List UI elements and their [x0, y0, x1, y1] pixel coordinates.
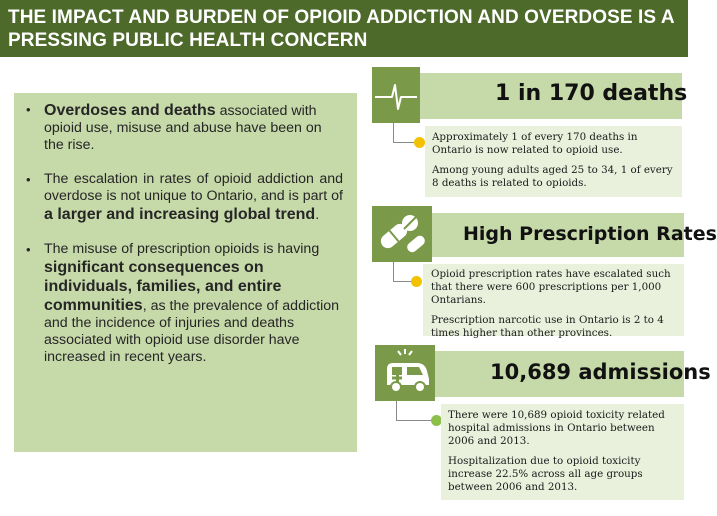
- bullet-3-bold: significant consequences on individuals, families, and entire communities: [44, 259, 282, 314]
- bullet-2-text-before: The escalation in rates of opioid addiction and overdose is not unique to Ontario, and is part of: [44, 171, 343, 204]
- admissions-connector: [396, 401, 436, 421]
- bullet-prescription-misuse: [44, 241, 343, 366]
- prescription-heading: High Prescription Rates: [463, 223, 717, 245]
- bullet-3-text-after: , as the prevalence of addiction and the incidence of injuries and deaths associated with opioid use disorder have increased in recent years.: [44, 298, 340, 365]
- admissions-heading: 10,689 admissions: [490, 360, 711, 384]
- deaths-heading: 1 in 170 deaths: [495, 81, 688, 106]
- bullet-1-text: associated with opioid use, misuse and abuse have been on the rise.: [44, 103, 322, 153]
- title-banner: [0, 0, 688, 57]
- bullet-3-text-before: The misuse of prescription opioids is having: [44, 241, 320, 257]
- admissions-detail-1: There were 10,689 opioid toxicity related hospital admissions in Ontario between 2006 and 2013.: [448, 409, 665, 447]
- bullet-overdoses: [44, 101, 343, 154]
- bullet-2-text-after: .: [315, 207, 320, 223]
- prescription-header: [416, 213, 717, 257]
- deaths-details: [425, 126, 682, 197]
- pills-icon: [372, 206, 432, 262]
- page-title-line-2: PRESSING PUBLIC HEALTH CONCERN: [8, 30, 368, 51]
- admissions-detail-2: Hospitalization due to opioid toxicity increase 22.5% across all age groups between 2006 and 2013.: [448, 455, 643, 493]
- admissions-header: [420, 351, 711, 397]
- bullet-1-bold: Overdoses and deaths: [44, 102, 216, 119]
- admissions-details: [441, 404, 684, 500]
- deaths-bullet-dot: [414, 137, 425, 148]
- page-title-line-1: THE IMPACT AND BURDEN OF OPIOID ADDICTION AND OVERDOSE IS A: [8, 7, 675, 28]
- prescription-bullet-dot: [411, 276, 422, 287]
- ambulance-icon: [375, 345, 435, 401]
- heart-monitor-icon: [372, 67, 420, 123]
- deaths-detail-2: Among young adults aged 25 to 34, 1 of every 8 deaths is related to opioids.: [432, 164, 673, 189]
- key-points-panel: [14, 93, 357, 452]
- bullet-2-bold: a larger and increasing global trend: [44, 206, 316, 223]
- prescription-detail-1: Opioid prescription rates have escalated such that there were 600 prescriptions per 1,000 Ontarians.: [431, 268, 671, 306]
- deaths-detail-1: Approximately 1 of every 170 deaths in Ontario is now related to opioid use.: [432, 131, 638, 156]
- bullet-global-trend: [44, 171, 343, 224]
- deaths-header: [416, 73, 688, 119]
- prescription-detail-2: Prescription narcotic use in Ontario is 2 to 4 times higher than other provinces.: [431, 314, 664, 339]
- prescription-details: [423, 264, 684, 339]
